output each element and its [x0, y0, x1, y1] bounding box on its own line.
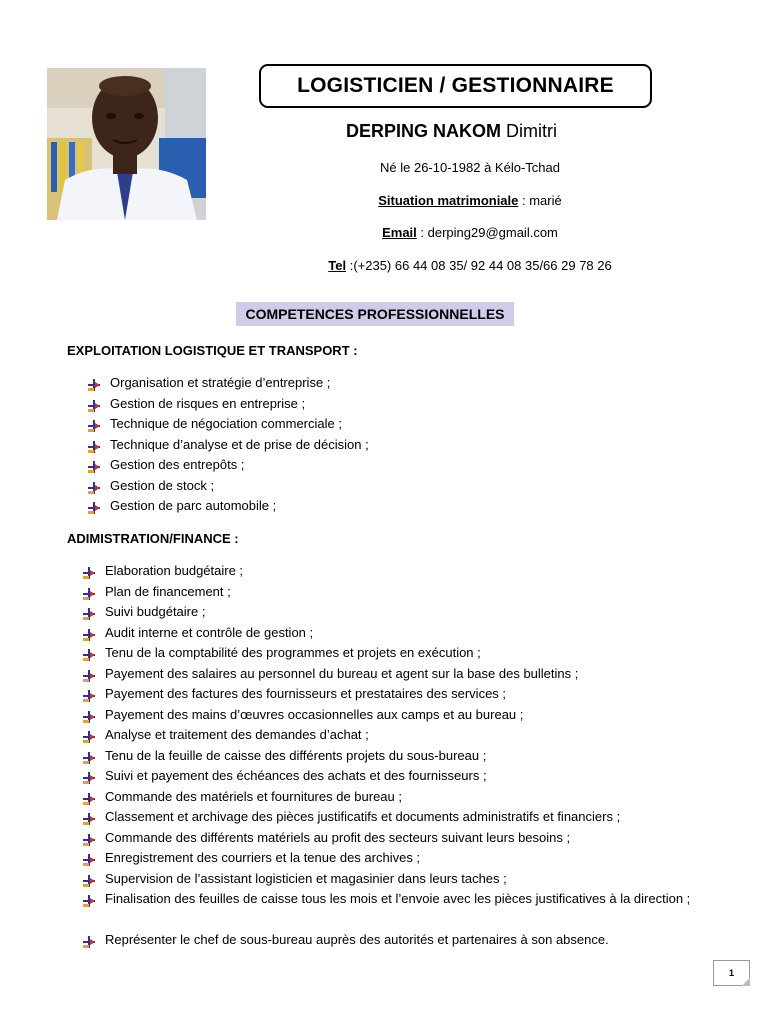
arrow-bullet-icon	[83, 668, 95, 680]
arrow-bullet-icon	[83, 832, 95, 844]
list-item	[83, 664, 713, 685]
finance-list	[83, 561, 713, 951]
arrow-bullet-icon	[83, 770, 95, 782]
marital-label: Situation matrimoniale	[378, 193, 519, 208]
list-item	[83, 623, 713, 644]
arrow-bullet-icon	[83, 586, 95, 598]
candidate-name	[346, 121, 557, 142]
arrow-bullet-icon	[88, 459, 100, 471]
first-name: Dimitri	[506, 121, 558, 141]
list-item-text: Organisation et stratégie d’entreprise ;	[110, 375, 331, 390]
marital-info	[210, 193, 730, 208]
list-item	[83, 602, 713, 623]
list-item-text: Payement des factures des fournisseurs et prestataires des services ;	[105, 686, 507, 701]
list-item	[83, 746, 713, 767]
list-item	[83, 561, 713, 582]
email-label: Email	[382, 225, 417, 240]
logistics-list	[88, 373, 369, 517]
list-item-text: Classement et archivage des pièces justificatifs et documents administratifs et financiers ;	[105, 809, 621, 824]
email-value: : derping29@gmail.com	[416, 225, 558, 240]
list-item-text: Audit interne et contrôle de gestion ;	[105, 624, 314, 640]
list-item	[88, 435, 369, 456]
list-item-text: Tenu de la feuille de caisse des différents projets du sous-bureau ;	[105, 747, 487, 763]
arrow-bullet-icon	[88, 418, 100, 430]
list-item	[83, 869, 713, 890]
section-title: COMPETENCES PROFESSIONNELLES	[245, 306, 505, 322]
list-item-text: Plan de financement ;	[105, 583, 231, 599]
arrow-bullet-icon	[83, 873, 95, 885]
list-item-text: Suivi budgétaire ;	[105, 604, 206, 619]
list-item	[88, 394, 369, 415]
list-item	[83, 930, 713, 951]
tel-value: :(+235) 66 44 08 35/ 92 44 08 35/66 29 78 26	[346, 258, 612, 273]
list-item-text: Commande des différents matériels au profit des secteurs suivant leurs besoins ;	[105, 829, 571, 845]
arrow-bullet-icon	[83, 729, 95, 741]
arrow-bullet-icon	[83, 627, 95, 639]
list-item-text: Payement des mains d’œuvres occasionnelles aux camps et au bureau ;	[105, 706, 524, 722]
marital-value: : marié	[518, 193, 562, 208]
page-number-box	[713, 960, 750, 986]
profile-photo	[47, 68, 206, 220]
list-item-text: Elaboration budgétaire ;	[105, 563, 244, 578]
list-item	[83, 684, 713, 705]
arrow-bullet-icon	[83, 750, 95, 762]
list-item-text: Payement des salaires au personnel du bureau et agent sur la base des bulletins ;	[105, 665, 579, 681]
arrow-bullet-icon	[88, 377, 100, 389]
email-info	[210, 225, 730, 240]
list-item-text: Enregistrement des courriers et la tenue des archives ;	[105, 850, 421, 865]
arrow-bullet-icon	[88, 398, 100, 410]
list-item-text: Gestion de risques en entreprise ;	[110, 395, 306, 411]
arrow-bullet-icon	[88, 500, 100, 512]
list-item	[83, 725, 713, 746]
arrow-bullet-icon	[83, 852, 95, 864]
list-item-text: Supervision de l’assistant logisticien et magasinier dans leurs taches ;	[105, 870, 507, 886]
arrow-bullet-icon	[83, 606, 95, 618]
list-item	[88, 373, 369, 394]
arrow-bullet-icon	[83, 565, 95, 577]
job-title-box	[259, 64, 652, 108]
arrow-bullet-icon	[83, 688, 95, 700]
list-item	[83, 766, 713, 787]
birth-info: Né le 26-10-1982 à Kélo-Tchad	[380, 160, 560, 175]
arrow-bullet-icon	[88, 439, 100, 451]
list-item-text: Technique d’analyse et de prise de décision ;	[110, 436, 369, 452]
arrow-bullet-icon	[83, 709, 95, 721]
finance-heading: ADIMISTRATION/FINANCE :	[67, 531, 239, 546]
arrow-bullet-icon	[83, 647, 95, 659]
last-name: DERPING NAKOM	[346, 121, 502, 141]
list-item-text: Tenu de la comptabilité des programmes et projets en exécution ;	[105, 645, 481, 660]
list-item	[83, 705, 713, 726]
list-item	[83, 848, 713, 869]
arrow-bullet-icon	[88, 480, 100, 492]
arrow-bullet-icon	[83, 934, 95, 946]
list-item-text: Représenter le chef de sous-bureau auprès des autorités et partenaires à son absence.	[105, 932, 609, 947]
list-item-text: Analyse et traitement des demandes d’achat ;	[105, 727, 369, 742]
arrow-bullet-icon	[83, 893, 95, 905]
list-item	[83, 643, 713, 664]
list-item-text: Technique de négociation commerciale ;	[110, 416, 342, 431]
arrow-bullet-icon	[83, 811, 95, 823]
list-item	[88, 496, 369, 517]
section-title-bar	[236, 302, 514, 326]
list-item-text: Commande des matériels et fournitures de bureau ;	[105, 788, 402, 804]
list-item	[83, 828, 713, 849]
arrow-bullet-icon	[83, 791, 95, 803]
list-item	[83, 787, 713, 808]
list-item	[83, 889, 713, 930]
list-item	[88, 476, 369, 497]
list-item-text: Gestion de stock ;	[110, 477, 215, 493]
list-item	[83, 582, 713, 603]
logistics-heading: EXPLOITATION LOGISTIQUE ET TRANSPORT :	[67, 343, 358, 358]
list-item	[88, 455, 369, 476]
list-item-text: Gestion des entrepôts ;	[110, 457, 245, 472]
tel-info	[210, 258, 730, 273]
list-item	[83, 807, 713, 828]
list-item-text: Suivi et payement des échéances des achats et des fournisseurs ;	[105, 768, 487, 783]
tel-label: Tel	[328, 258, 347, 273]
list-item-text: Finalisation des feuilles de caisse tous les mois et l’envoie avec les pièces justificatives à la direction ;	[105, 891, 691, 906]
job-title: LOGISTICIEN / GESTIONNAIRE	[297, 74, 614, 97]
list-item-text: Gestion de parc automobile ;	[110, 498, 277, 513]
list-item	[88, 414, 369, 435]
page-number: 1	[728, 968, 734, 978]
